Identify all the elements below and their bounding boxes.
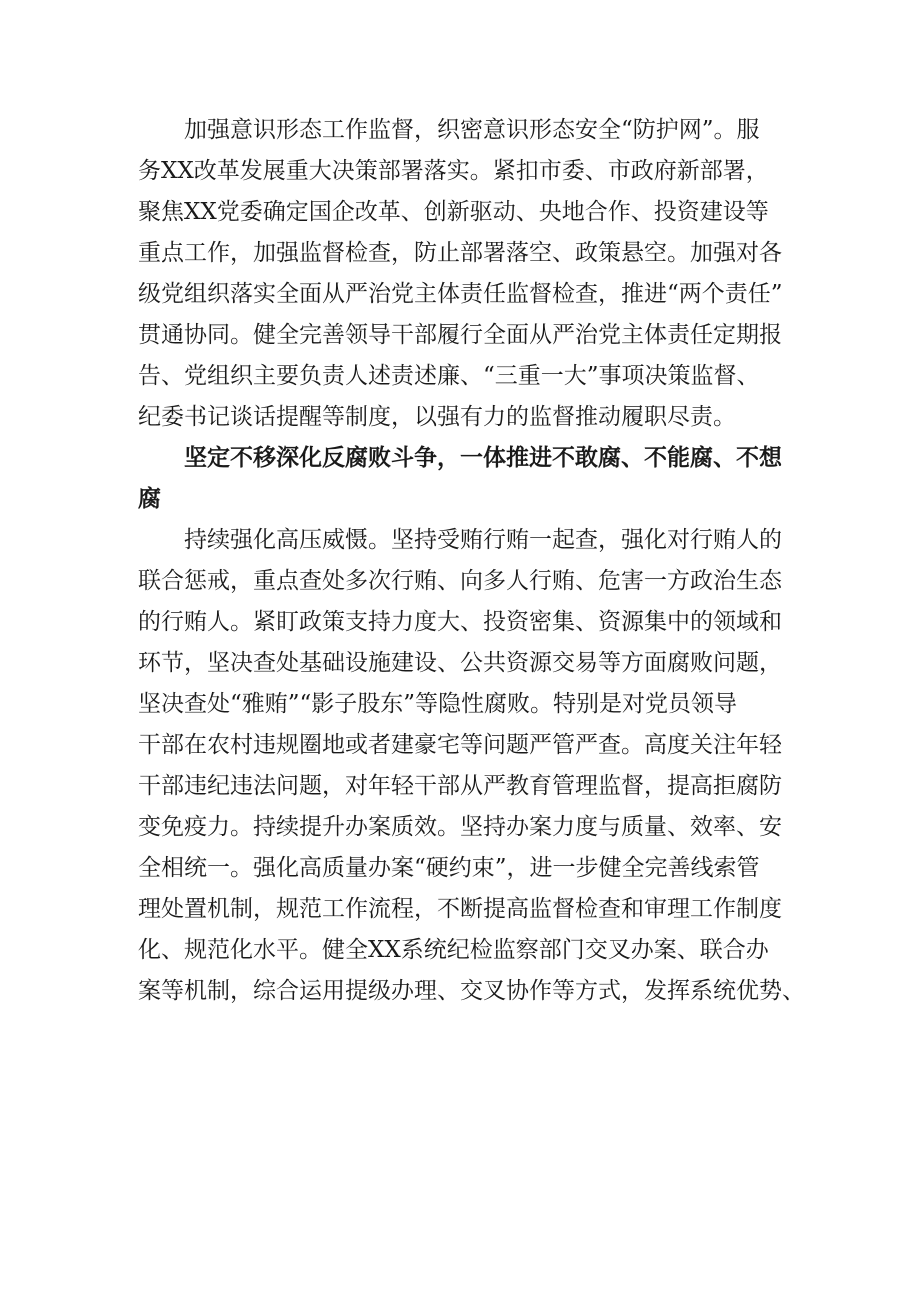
text-line: 加强意识形态工作监督，织密意识形态安全“防护网”。服 [138, 117, 760, 143]
text-line: 全相统一。强化高质量办案“硬约束”，进一步健全完善线索管 [138, 855, 760, 881]
document-body [138, 110, 805, 1012]
text-line: 告、党组织主要负责人述责述廉、“三重一大”事项决策监督、 [138, 363, 760, 389]
text-line: 持续强化高压威慑。坚持受贿行贿一起查，强化对行贿人的 [138, 527, 782, 553]
heading-line: 腐 [138, 486, 161, 512]
text-line: 级党组织落实全面从严治党主体责任监督检查，推进“两个责任” [138, 281, 783, 307]
text-line: 坚决查处“雅贿”“影子股东”等隐性腐败。特别是对党员领导 [138, 691, 738, 717]
text-line: 干部在农村违规圈地或者建豪宅等问题严管严查。高度关注年轻 [138, 732, 782, 758]
text-line: 联合惩戒，重点查处多次行贿、向多人行贿、危害一方政治生态 [138, 568, 782, 594]
text-line: 贯通协同。健全完善领导干部履行全面从严治党主体责任定期报 [138, 322, 782, 348]
text-line: 理处置机制，规范工作流程，不断提高监督检查和审理工作制度 [138, 896, 782, 922]
text-line: 聚焦XX党委确定国企改革、创新驱动、央地合作、投资建设等 [138, 199, 769, 225]
text-line: 务XX改革发展重大决策部署落实。紧扣市委、市政府新部署， [138, 158, 769, 184]
text-line: 变免疫力。持续提升办案质效。坚持办案力度与质量、效率、安 [138, 814, 782, 840]
heading-line: 坚定不移深化反腐败斗争，一体推进不敢腐、不能腐、不想 [138, 445, 782, 471]
paragraph-ideology-supervision [138, 110, 798, 438]
text-line: 化、规范化水平。健全XX系统纪检监察部门交叉办案、联合办 [138, 937, 769, 963]
text-line: 干部违纪违法问题，对年轻干部从严教育管理监督，提高拒腐防 [138, 773, 782, 799]
text-line: 案等机制，综合运用提级办理、交叉协作等方式，发挥系统优势、 [138, 978, 805, 1004]
text-line: 重点工作，加强监督检查，防止部署落空、政策悬空。加强对各 [138, 240, 782, 266]
paragraph-anti-corruption [138, 520, 805, 1012]
text-line: 的行贿人。紧盯政策支持力度大、投资密集、资源集中的领域和 [138, 609, 782, 635]
section-heading [138, 438, 798, 520]
text-line: 环节，坚决查处基础设施建设、公共资源交易等方面腐败问题， [138, 650, 782, 676]
text-line: 纪委书记谈话提醒等制度，以强有力的监督推动履职尽责。 [138, 404, 736, 430]
